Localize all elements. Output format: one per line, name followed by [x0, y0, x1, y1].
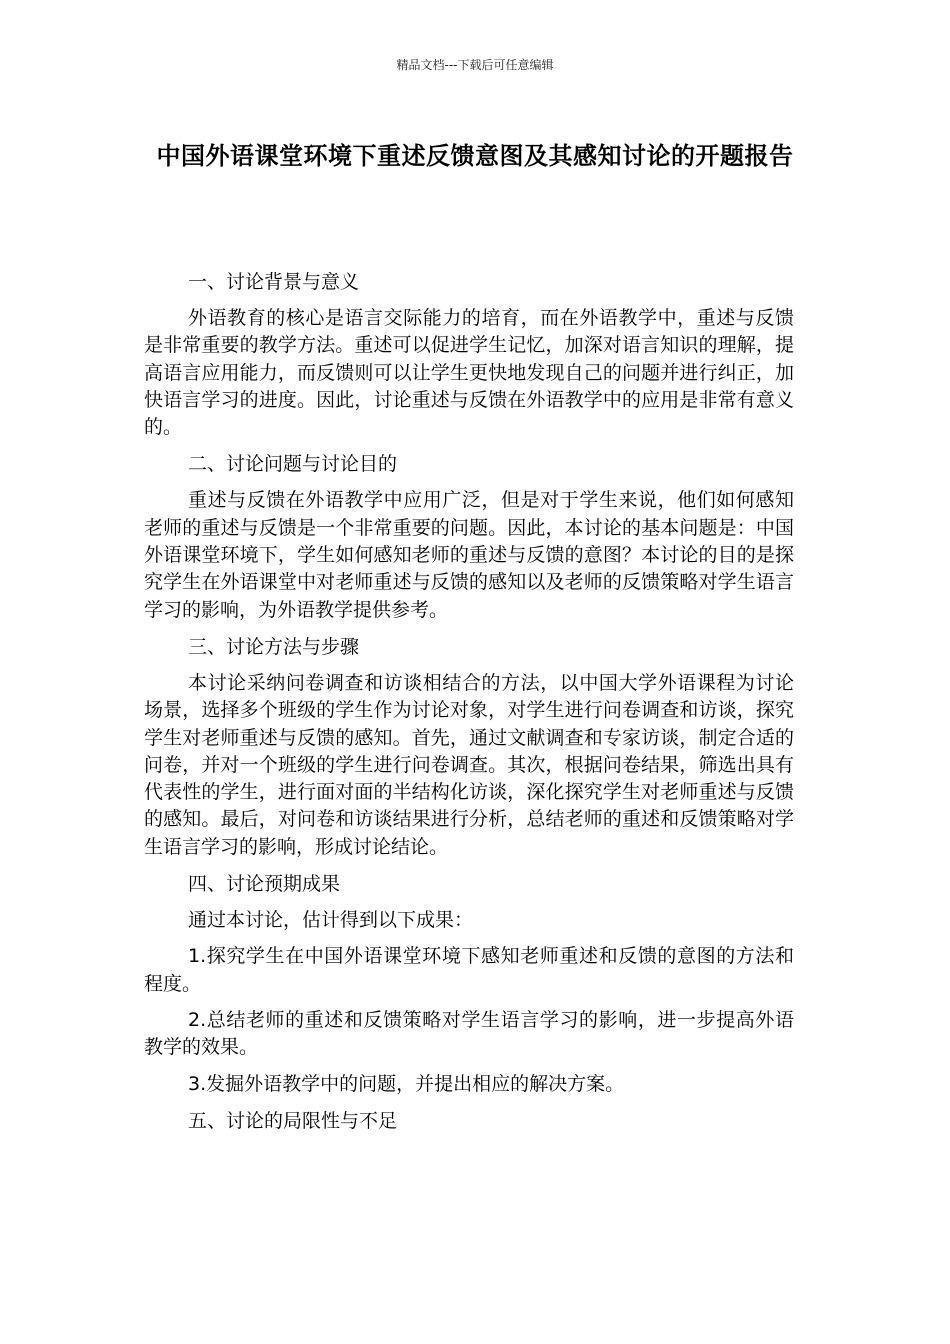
list-item: 1.探究学生在中国外语课堂环境下感知老师重述和反馈的意图的方法和程度。	[144, 945, 794, 995]
list-item: 2.总结老师的重述和反馈策略对学生语言学习的影响，进一步提高外语教学的效果。	[144, 1008, 794, 1059]
section-heading: 一、讨论背景与意义	[188, 271, 360, 293]
header-note: 精品文档---下载后可任意编辑	[396, 58, 554, 72]
body-paragraph: 本讨论采纳问卷调查和访谈相结合的方法，以中国大学外语课程为讨论场景，选择多个班级的学生作为讨论对象，对学生进行问卷调查和访谈，探究学生对老师重述与反馈的感知。首先，通过文献调查和专家访谈，制定合适的问卷，并对一个班级的学生进行问卷调查。其次，根据问卷结果，筛选出具有代表性的学生，进行面对面的半结构化访谈，深化探究学生对老师重述与反馈的感知。最后，对问卷和访谈结果进行分析，总结老师的重述和反馈策略对学生语言学习的影响，形成讨论结论。	[144, 671, 794, 858]
list-item: 3.发掘外语教学中的问题，并提出相应的解决方案。	[188, 1072, 625, 1095]
body-paragraph: 重述与反馈在外语教学中应用广泛，但是对于学生来说，他们如何感知老师的重述与反馈是一个非常重要的问题。因此，本讨论的基本问题是：中国外语课堂环境下，学生如何感知老师的重述与反馈的意图？本讨论的目的是探究学生在外语课堂中对老师重述与反馈的感知以及老师的反馈策略对学生语言学习的影响，为外语教学提供参考。	[144, 489, 794, 621]
body-paragraph: 外语教育的核心是语言交际能力的培育，而在外语教学中，重述与反馈是非常重要的教学方法。重述可以促进学生记忆，加深对语言知识的理解，提高语言应用能力，而反馈则可以让学生更快地发现自己的问题并进行纠正，加快语言学习的进度。因此，讨论重述与反馈在外语教学中的应用是非常有意义的。	[144, 307, 794, 439]
document-body	[144, 268, 794, 1144]
section-heading: 二、讨论问题与讨论目的	[188, 453, 398, 476]
section-heading: 五、讨论的局限性与不足	[188, 1109, 398, 1132]
section-heading: 三、讨论方法与步骤	[188, 635, 360, 658]
body-paragraph: 通过本讨论，估计得到以下成果：	[188, 909, 474, 932]
section-heading: 四、讨论预期成果	[188, 873, 341, 896]
document-title: 中国外语课堂环境下重述反馈意图及其感知讨论的开题报告	[156, 142, 794, 170]
